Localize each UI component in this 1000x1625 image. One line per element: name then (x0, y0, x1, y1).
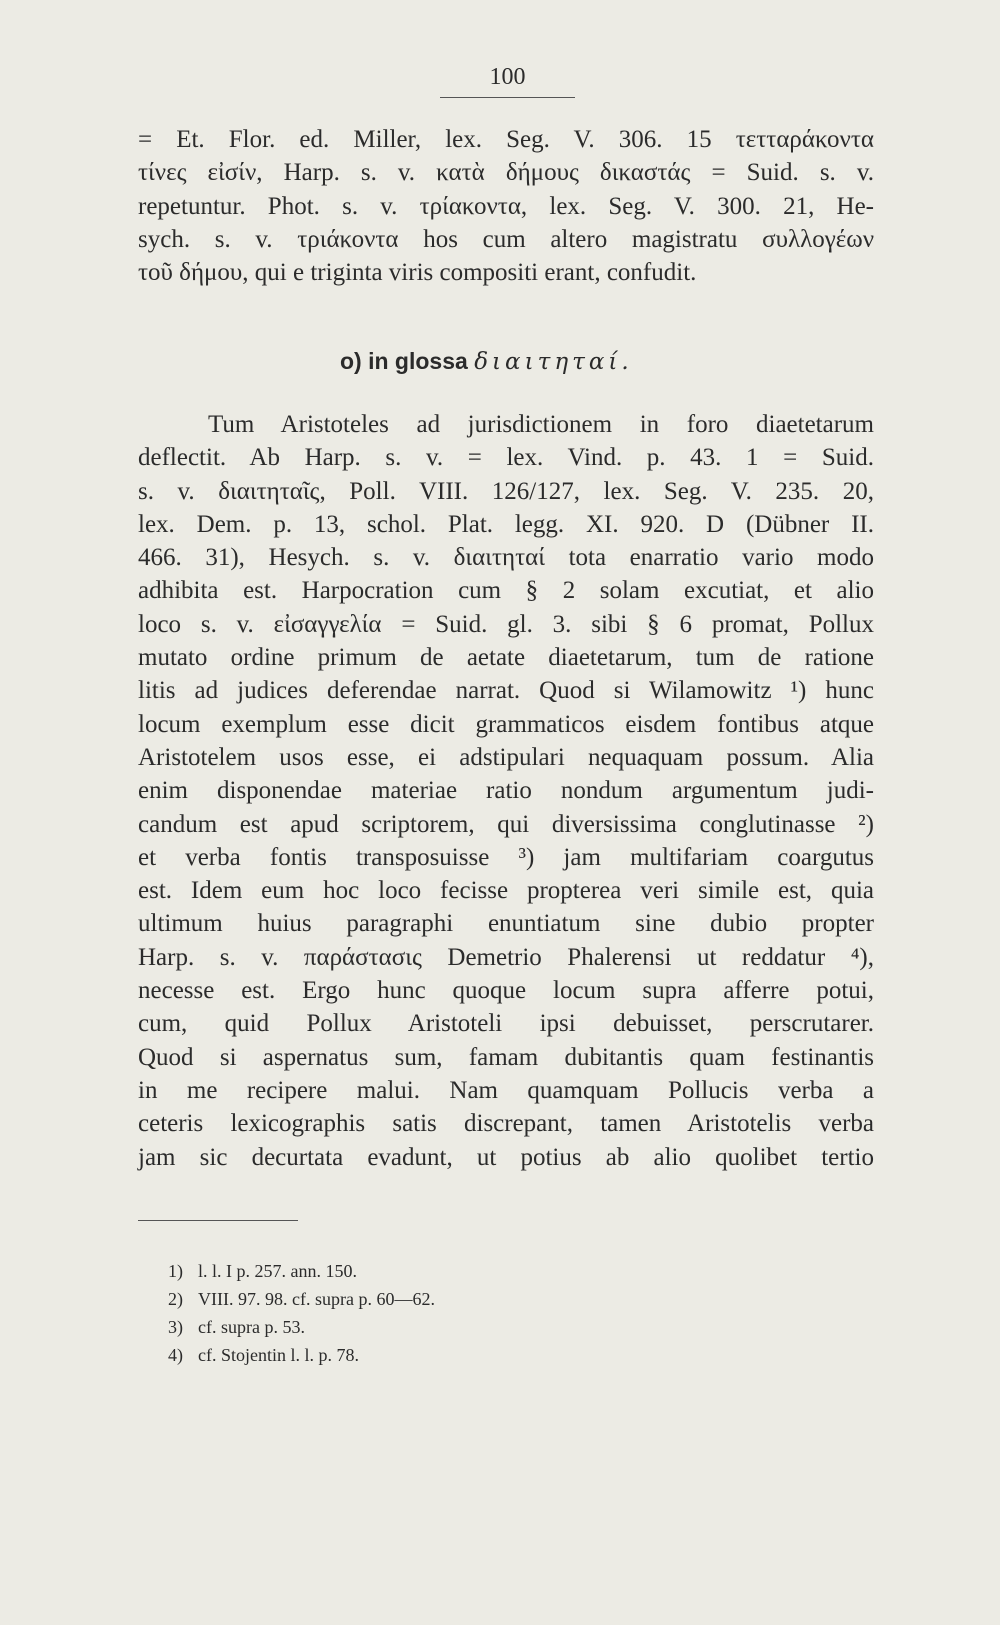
footnote-divider (138, 1220, 298, 1221)
text-line: ceteris lexicographis satis discrepant, tamen Aristotelis verba (138, 1110, 874, 1138)
footnote (168, 1341, 435, 1369)
text-line: τοῦ δήμου, qui e triginta viris compositi erant, confudit. (138, 259, 697, 287)
text-line: = Et. Flor. ed. Miller, lex. Seg. V. 306. 15 τετταράκοντα (138, 126, 874, 153)
footnote-text: VIII. 97. 98. cf. supra p. 60—62. (198, 1289, 435, 1309)
text-line: deflectit. Ab Harp. s. v. = lex. Vind. p. 43. 1 = Suid. (138, 444, 874, 472)
text-line: sych. s. v. τριάκοντα hos cum altero magistratu συλλογέων (138, 225, 874, 253)
text-line: locum exemplum esse dicit grammaticos eisdem fontibus atque (138, 710, 874, 738)
text-line: et verba fontis transposuisse ³) jam multifariam coargutus (138, 843, 874, 871)
text-line: Aristotelem usos esse, ei adstipulari nequaquam possum. Alia (138, 743, 874, 771)
text-line: ultimum huius paragraphi enuntiatum sine dubio propter (138, 910, 874, 938)
page-number: 100 (440, 64, 575, 98)
footnotes (168, 1257, 435, 1369)
text-line: litis ad judices deferendae narrat. Quod si Wilamowitz ¹) hunc (138, 677, 874, 705)
text-line: in me recipere malui. Nam quamquam Pollucis verba a (138, 1076, 874, 1104)
main-paragraph (138, 408, 874, 1174)
heading-prefix: o) in glossa (340, 348, 468, 374)
text-line: necesse est. Ergo hunc quoque locum supra afferre potui, (138, 977, 874, 1005)
footnote-text: cf. supra p. 53. (198, 1317, 305, 1337)
footnote-number: 4) (168, 1345, 183, 1365)
footnote-number: 1) (168, 1261, 183, 1281)
text-line: candum est apud scriptorem, qui diversissima conglutinasse ²) (138, 810, 874, 838)
footnote-text: l. l. I p. 257. ann. 150. (198, 1261, 357, 1281)
text-line: lex. Dem. p. 13, schol. Plat. legg. XI. 920. D (Dübner II. (138, 510, 874, 538)
text-line: adhibita est. Harpocration cum § 2 solam excutiat, et alio (138, 577, 874, 605)
footnote (168, 1313, 435, 1341)
text-line: est. Idem eum hoc loco fecisse propterea veri simile est, quia (138, 877, 874, 905)
section-heading (340, 348, 633, 375)
footnote (168, 1285, 435, 1313)
text-line: s. v. διαιτηταῖς, Poll. VIII. 126/127, lex. Seg. V. 235. 20, (138, 477, 874, 505)
text-line: jam sic decurtata evadunt, ut potius ab alio quolibet tertio (138, 1143, 874, 1171)
heading-greek: διαιτηταί. (474, 349, 633, 375)
text-line: Tum Aristoteles ad jurisdictionem in foro diaetetarum (208, 411, 874, 438)
text-line: τίνες εἰσίν, Harp. s. v. κατὰ δήμους δικαστάς = Suid. s. v. (138, 159, 874, 187)
footnote (168, 1257, 435, 1285)
top-paragraph (138, 123, 874, 289)
text-line: repetuntur. Phot. s. v. τρίακοντα, lex. Seg. V. 300. 21, He- (138, 192, 874, 220)
text-line: Quod si aspernatus sum, famam dubitantis quam festinantis (138, 1043, 874, 1071)
footnote-number: 2) (168, 1289, 183, 1309)
text-line: enim disponendae materiae ratio nondum argumentum judi- (138, 777, 874, 805)
footnote-number: 3) (168, 1317, 183, 1337)
text-line: Harp. s. v. παράστασις Demetrio Phalerensi ut reddatur ⁴), (138, 943, 874, 971)
text-line: cum, quid Pollux Aristoteli ipsi debuisset, perscrutarer. (138, 1010, 874, 1038)
footnote-text: cf. Stojentin l. l. p. 78. (198, 1345, 359, 1365)
text-line: loco s. v. εἰσαγγελία = Suid. gl. 3. sibi § 6 promat, Pollux (138, 610, 874, 638)
text-line: mutato ordine primum de aetate diaetetarum, tum de ratione (138, 644, 874, 672)
text-line: 466. 31), Hesych. s. v. διαιτηταί tota enarratio vario modo (138, 544, 874, 572)
